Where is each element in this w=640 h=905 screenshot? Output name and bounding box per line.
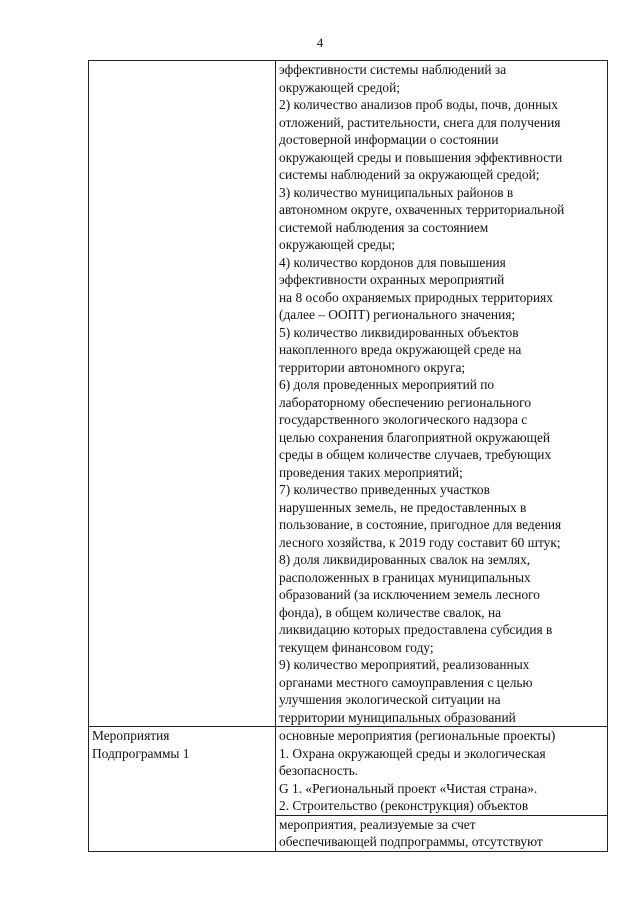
text-line: безопасность. — [279, 763, 359, 778]
text-line: среды в общем количестве случаев, требующих — [279, 447, 552, 462]
text-line: органами местного самоуправления с целью — [279, 674, 533, 690]
text-line: мероприятия, реализуемые за счет — [279, 816, 476, 832]
text-line: на 8 особо охраняемых природных территориях — [279, 289, 553, 305]
label-line: Подпрограммы 1 — [92, 745, 190, 761]
text-line: лабораторному обеспечению регионального — [279, 394, 532, 410]
cell-indicators-label — [89, 61, 276, 727]
text-line: целью сохранения благоприятной окружающей — [279, 429, 551, 445]
text-line: 1. Охрана окружающей среды и экологическая — [279, 745, 546, 761]
text-line: территории автономного округа; — [279, 359, 466, 375]
text-line: лесного хозяйства, к 2019 году составит 60 штук; — [279, 534, 561, 550]
text-line: эффективности системы наблюдений за — [279, 62, 507, 77]
cell-activities-text — [276, 727, 608, 852]
text-line: 3) количество муниципальных районов в — [279, 184, 514, 200]
text-line: проведения таких мероприятий; — [279, 464, 463, 480]
text-line: нарушенных земель, не предоставленных в — [279, 499, 527, 515]
text-line: государственного экологического надзора с — [279, 412, 528, 427]
text-line: достоверной информации о состоянии — [279, 132, 499, 147]
text-line: накопленного вреда окружающей среде на — [279, 342, 522, 357]
cell-activities-label — [89, 727, 276, 852]
text-line: G 1. «Региональный проект «Чистая страна». — [279, 780, 538, 796]
text-line: 5) количество ликвидированных объектов — [279, 324, 519, 340]
text-line: 7) количество приведенных участков — [279, 482, 490, 497]
text-line: системы наблюдений за окружающей средой; — [279, 167, 540, 182]
text-line: 2) количество анализов проб воды, почв, донных — [279, 97, 558, 112]
table-row-activities — [89, 727, 608, 852]
text-line: 9) количество мероприятий, реализованных — [279, 657, 530, 672]
text-line: (далее – ООПТ) регионального значения; — [279, 307, 516, 322]
text-line: окружающей среды и повышения эффективности — [279, 149, 563, 165]
text-line: текущем финансовом году; — [279, 639, 434, 655]
text-line: территории муниципальных образований — [279, 709, 516, 725]
text-line: расположенных в границах муниципальных — [279, 569, 531, 585]
cell-support-subprogram — [275, 815, 607, 851]
text-line: окружающей средой; — [279, 79, 401, 95]
text-line: образований (за исключением земель лесного — [279, 587, 540, 602]
table-row-indicators — [89, 61, 608, 727]
text-line: 6) доля проведенных мероприятий по — [279, 377, 495, 392]
page-number: 4 — [316, 35, 324, 50]
text-line: отложений, растительности, снега для получения — [279, 114, 561, 130]
text-line: фонда), в общем количестве свалок, на — [279, 604, 502, 620]
text-line: эффективности охранных мероприятий — [279, 272, 505, 287]
text-line: 8) доля ликвидированных свалок на землях, — [279, 552, 531, 567]
text-line: улучшения экологической ситуации на — [279, 692, 501, 707]
text-line: 4) количество кордонов для повышения — [279, 254, 506, 270]
text-line: основные мероприятия (региональные проекты) — [279, 728, 556, 743]
text-line: системой наблюдения за состоянием — [279, 219, 489, 235]
text-line: 2. Строительство (реконструкция) объектов — [279, 798, 529, 813]
text-line: окружающей среды; — [279, 237, 396, 252]
text-line: обеспечивающей подпрограммы, отсутствуют — [279, 834, 543, 849]
text-line: пользование, в состояние, пригодное для ведения — [279, 517, 562, 532]
text-line: автономном округе, охваченных территориальной — [279, 202, 565, 217]
label-line: Мероприятия — [92, 728, 170, 743]
program-table — [88, 60, 608, 852]
cell-indicators-text — [276, 61, 608, 727]
text-line: ликвидацию которых предоставлена субсидия в — [279, 622, 553, 637]
